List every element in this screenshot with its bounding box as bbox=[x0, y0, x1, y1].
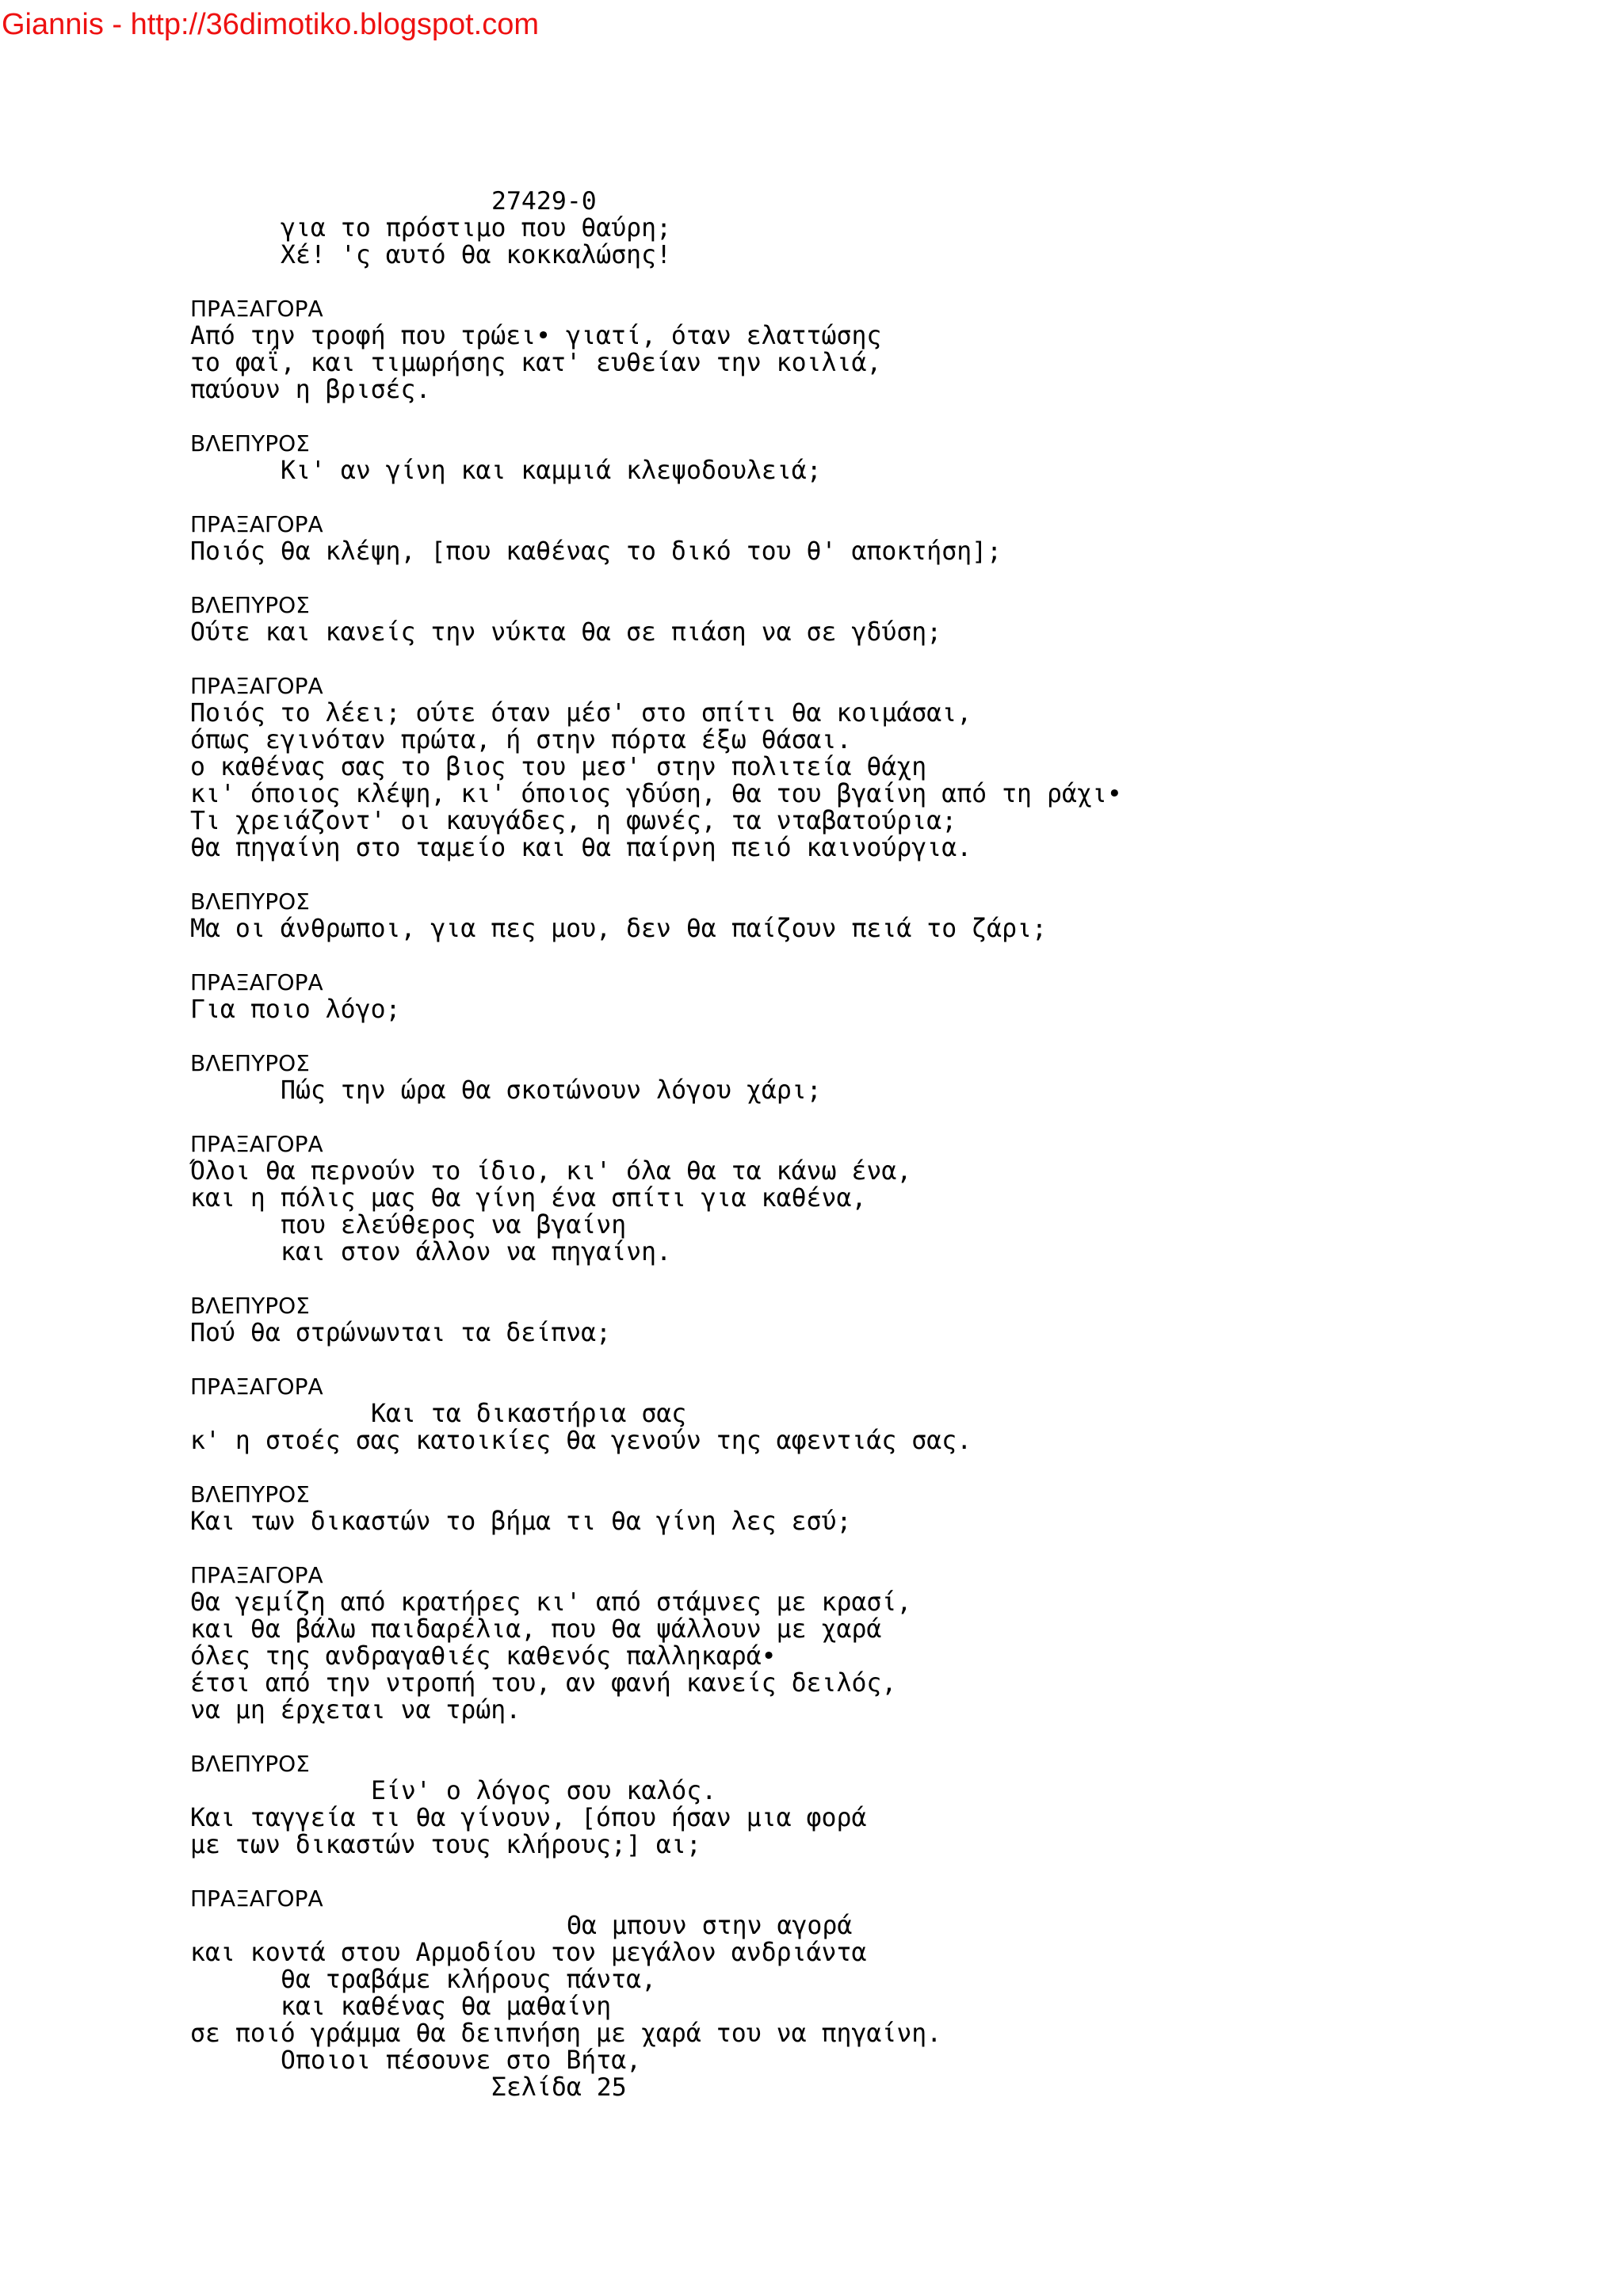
blank-line bbox=[190, 403, 1426, 430]
blank-line bbox=[190, 646, 1426, 673]
verse-line: και η πόλις μας θα γίνη ένα σπίτι για καθένα, bbox=[190, 1184, 867, 1213]
speaker-name: ΠΡΑΞΑΓΟΡΑ bbox=[190, 511, 323, 537]
verse-line: Κι' αν γίνη και καμμιά κλεψοδουλειά; bbox=[281, 457, 822, 485]
verse-line: ο καθένας σας το βιος του μεσ' στην πολιτεία θάχη bbox=[190, 753, 927, 781]
verse-line: όλες της ανδραγαθιές καθενός παλληκαρά• bbox=[190, 1642, 777, 1671]
verse-line: Θα γεμίζη από κρατήρες κι' από στάμνες με κρασί, bbox=[190, 1588, 912, 1617]
verse-line: Ποιός θα κλέψη, [που καθένας το δικό του θ' αποκτήση]; bbox=[190, 537, 1002, 566]
document-page bbox=[190, 188, 1426, 2101]
blank-line bbox=[190, 942, 1426, 969]
verse-line: κι' όποιος κλέψη, κι' όποιος γδύση, θα του βγαίνη από τη ράχι• bbox=[190, 780, 1122, 808]
watermark-text: Giannis - http://36dimotiko.blogspot.com bbox=[2, 8, 540, 41]
speaker-name: ΒΛΕΠΥΡΟΣ bbox=[190, 430, 310, 457]
blank-line bbox=[190, 484, 1426, 511]
verse-line: έτσι από την ντροπή του, αν φανή κανείς δειλός, bbox=[190, 1669, 897, 1698]
verse-line: και καθένας θα μαθαίνη bbox=[281, 1992, 612, 2021]
verse-line: Οποιοι πέσουνε στο Βήτα, bbox=[281, 2046, 642, 2075]
verse-line: Σελίδα 25 bbox=[491, 2073, 627, 2102]
verse-line: Είν' ο λόγος σου καλός. bbox=[371, 1777, 717, 1805]
verse-line: Πώς την ώρα θα σκοτώνουν λόγου χάρι; bbox=[281, 1076, 822, 1105]
verse-line: να μη έρχεται να τρώη. bbox=[190, 1696, 521, 1725]
verse-line: που ελεύθερος να βγαίνη bbox=[281, 1211, 627, 1240]
speaker-name: ΒΛΕΠΥΡΟΣ bbox=[190, 1293, 310, 1319]
verse-line: και στον άλλον να πηγαίνη. bbox=[281, 1238, 672, 1266]
verse-line: και θα βάλω παιδαρέλια, που θα ψάλλουν με χαρά bbox=[190, 1615, 882, 1644]
verse-line: Μα οι άνθρωποι, για πες μου, δεν θα παίζουν πειά το ζάρι; bbox=[190, 915, 1047, 943]
verse-line: Ποιός το λέει; ούτε όταν μέσ' στο σπίτι θα κοιμάσαι, bbox=[190, 699, 972, 728]
blank-line bbox=[190, 1724, 1426, 1751]
verse-line: το φαΐ, και τιμωρήσης κατ' ευθείαν την κοιλιά, bbox=[190, 349, 882, 377]
speaker-name: ΠΡΑΞΑΓΟΡΑ bbox=[190, 1131, 323, 1157]
blank-line bbox=[190, 1535, 1426, 1562]
verse-line: Και ταγγεία τι θα γίνουν, [όπου ήσαν μια φορά bbox=[190, 1804, 867, 1832]
verse-line: Χέ! 'ς αυτό θα κοκκαλώσης! bbox=[281, 241, 672, 269]
speaker-name: ΠΡΑΞΑΓΟΡΑ bbox=[190, 969, 323, 995]
verse-line: Θα μπουν στην αγορά bbox=[567, 1912, 853, 1940]
verse-line: Τι χρειάζοντ' οι καυγάδες, η φωνές, τα νταβατούρια; bbox=[190, 807, 957, 835]
speaker-name: ΒΛΕΠΥΡΟΣ bbox=[190, 592, 310, 618]
verse-line: θα πηγαίνη στο ταμείο και θα παίρνη πειό καινούργια. bbox=[190, 834, 972, 862]
verse-line: παύουν η βρισές. bbox=[190, 376, 431, 404]
verse-line: Και τα δικαστήρια σας bbox=[371, 1400, 687, 1428]
speaker-name: ΠΡΑΞΑΓΟΡΑ bbox=[190, 296, 323, 322]
speaker-name: ΒΛΕΠΥΡΟΣ bbox=[190, 888, 310, 915]
speaker-name: ΒΛΕΠΥΡΟΣ bbox=[190, 1050, 310, 1076]
blank-line bbox=[190, 1347, 1426, 1373]
speaker-name: ΒΛΕΠΥΡΟΣ bbox=[190, 1751, 310, 1777]
verse-line: με των δικαστών τους κλήρους;] αι; bbox=[190, 1831, 701, 1859]
blank-line bbox=[190, 1859, 1426, 1885]
speaker-name: ΠΡΑΞΑΓΟΡΑ bbox=[190, 673, 323, 699]
verse-line: Για ποιο λόγο; bbox=[190, 995, 401, 1024]
blank-line bbox=[190, 1023, 1426, 1050]
blank-line bbox=[190, 269, 1426, 296]
speaker-name: ΒΛΕΠΥΡΟΣ bbox=[190, 1481, 310, 1507]
speaker-name: ΠΡΑΞΑΓΟΡΑ bbox=[190, 1562, 323, 1588]
blank-line bbox=[190, 1454, 1426, 1481]
blank-line bbox=[190, 1104, 1426, 1131]
verse-line: για το πρόστιμο που θαύρη; bbox=[281, 214, 672, 243]
speaker-name: ΠΡΑΞΑΓΟΡΑ bbox=[190, 1373, 323, 1400]
verse-line: 27429-0 bbox=[491, 187, 597, 216]
verse-line: θα τραβάμε κλήρους πάντα, bbox=[281, 1966, 657, 1994]
verse-line: Από την τροφή που τρώει• γιατί, όταν ελαττώσης bbox=[190, 322, 882, 350]
verse-line: Ούτε και κανείς την νύκτα θα σε πιάση να σε γδύση; bbox=[190, 618, 942, 647]
blank-line bbox=[190, 861, 1426, 888]
verse-line: όπως εγινόταν πρώτα, ή στην πόρτα έξω θάσαι. bbox=[190, 726, 852, 755]
verse-line: και κοντά στου Αρμοδίου τον μεγάλον ανδριάντα bbox=[190, 1939, 867, 1967]
verse-line: Όλοι θα περνούν το ίδιο, κι' όλα θα τα κάνω ένα, bbox=[190, 1157, 912, 1186]
blank-line bbox=[190, 565, 1426, 592]
verse-line: κ' η στοές σας κατοικίες θα γενούν της αφεντιάς σας. bbox=[190, 1427, 972, 1455]
verse-line: σε ποιό γράμμα θα δειπνήση με χαρά του να πηγαίνη. bbox=[190, 2019, 942, 2048]
verse-line: Πού θα στρώνωνται τα δείπνα; bbox=[190, 1319, 612, 1347]
verse-line: Και των δικαστών το βήμα τι θα γίνη λες εσύ; bbox=[190, 1507, 852, 1536]
speaker-name: ΠΡΑΞΑΓΟΡΑ bbox=[190, 1885, 323, 1912]
blank-line bbox=[190, 1266, 1426, 1293]
